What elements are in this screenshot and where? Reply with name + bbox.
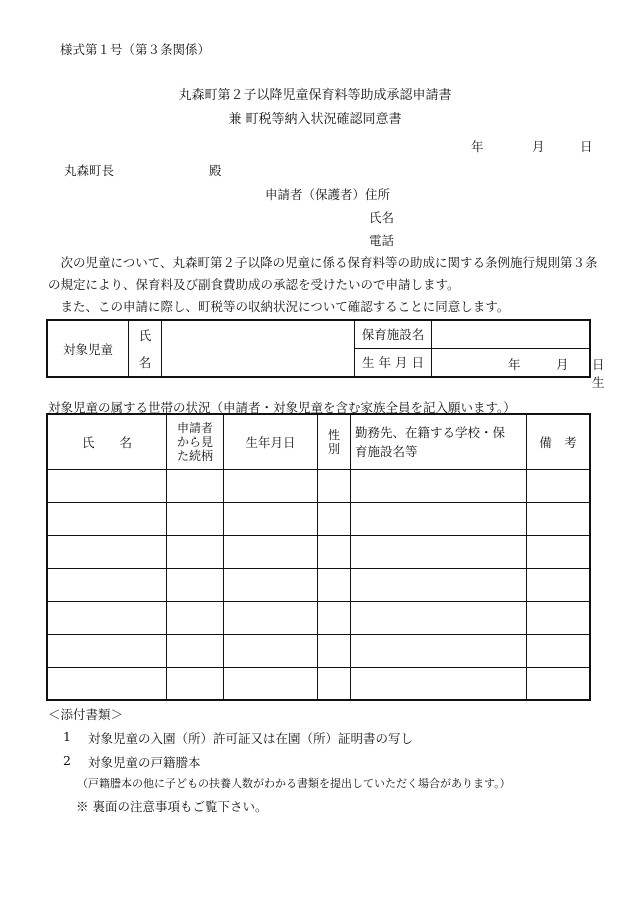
table-row: [47, 634, 590, 667]
cell-relation[interactable]: [167, 502, 224, 535]
table-row: [47, 535, 590, 568]
dob-year: 年: [508, 356, 521, 372]
consent-statement: また、この申請に際し、町税等の収納状況について確認することに同意します。: [60, 299, 510, 314]
col-note: 備 考: [527, 414, 591, 469]
cell-sex[interactable]: [318, 535, 351, 568]
table-row: [47, 502, 590, 535]
document-title: 丸森町第２子以降児童保育料等助成承認申請書: [178, 88, 452, 103]
cell-relation[interactable]: [167, 535, 224, 568]
cell-name[interactable]: [47, 568, 167, 601]
cell-note[interactable]: [527, 601, 591, 634]
cell-work[interactable]: [351, 634, 527, 667]
cell-dob[interactable]: [224, 502, 318, 535]
col-work: [351, 414, 527, 469]
child-name-char2: 名: [129, 348, 162, 377]
application-statement: 次の児童について、丸森町第２子以降の児童に係る保育料等の助成に関する条例施行規則第３条の規定により、保育料及び副食費助成の承認を受けたいので申請します。: [48, 255, 598, 292]
cell-sex[interactable]: [318, 667, 351, 700]
cell-relation[interactable]: [167, 601, 224, 634]
household-caption: 対象児童の属する世帯の状況（申請者・対象児童を含む家族全員を記入願います。）: [48, 400, 516, 415]
cell-relation[interactable]: [167, 568, 224, 601]
cell-name[interactable]: [47, 502, 167, 535]
cell-dob[interactable]: [224, 535, 318, 568]
cell-note[interactable]: [527, 568, 591, 601]
applicant-name-label: 氏名: [369, 210, 395, 225]
date-year-label: 年: [471, 139, 484, 154]
cell-relation[interactable]: [167, 469, 224, 502]
household-table: [46, 413, 591, 701]
col-name: 氏 名: [47, 414, 167, 469]
addressee-honorific: 殿: [209, 163, 222, 178]
attachment-2-number: 2: [63, 753, 71, 768]
cell-note[interactable]: [527, 634, 591, 667]
cell-dob[interactable]: [224, 634, 318, 667]
child-name-char1: 氏: [129, 320, 162, 348]
cell-dob[interactable]: [224, 601, 318, 634]
child-header: 対象児童: [47, 320, 129, 377]
facility-name-field[interactable]: [432, 320, 591, 348]
col-sex-text: 性別: [327, 427, 340, 456]
cell-name[interactable]: [47, 601, 167, 634]
cell-sex[interactable]: [318, 601, 351, 634]
cell-relation[interactable]: [167, 667, 224, 700]
dob-day: 日生: [592, 356, 605, 390]
col-relation-text: 申請者から見た続柄: [176, 420, 213, 463]
reminder-note: ※ 裏面の注意事項もご覧下さい。: [76, 799, 268, 814]
cell-work[interactable]: [351, 502, 527, 535]
table-row: [47, 667, 590, 700]
addressee-name: 丸森町長: [64, 163, 115, 178]
dob-month: 月: [556, 356, 569, 372]
cell-note[interactable]: [527, 535, 591, 568]
cell-sex[interactable]: [318, 502, 351, 535]
col-dob: 生年月日: [224, 414, 318, 469]
dob-label: 生 年 月 日: [355, 348, 432, 377]
col-sex: [318, 414, 351, 469]
cell-note[interactable]: [527, 667, 591, 700]
attachment-1-number: 1: [63, 729, 71, 744]
child-name-field[interactable]: [162, 320, 355, 377]
attachment-1-text: 対象児童の入園（所）許可証又は在園（所）証明書の写し: [88, 731, 414, 746]
cell-work[interactable]: [351, 469, 527, 502]
cell-work[interactable]: [351, 535, 527, 568]
cell-work[interactable]: [351, 667, 527, 700]
cell-name[interactable]: [47, 634, 167, 667]
facility-label: 保育施設名: [355, 320, 432, 348]
cell-sex[interactable]: [318, 568, 351, 601]
applicant-address-label: 申請者（保護者）住所: [265, 187, 391, 202]
attachment-sub-note: （戸籍謄本の他に子どもの扶養人数がわかる書類を提出していただく場合があります。）: [77, 777, 511, 790]
cell-work[interactable]: [351, 601, 527, 634]
cell-name[interactable]: [47, 667, 167, 700]
col-work-text: 勤務先、在籍する学校・保育施設名等: [355, 424, 506, 459]
cell-sex[interactable]: [318, 469, 351, 502]
cell-dob[interactable]: [224, 568, 318, 601]
cell-name[interactable]: [47, 535, 167, 568]
cell-sex[interactable]: [318, 634, 351, 667]
document-subtitle: 兼 町税等納入状況確認同意書: [228, 112, 402, 127]
col-relation: [167, 414, 224, 469]
cell-note[interactable]: [527, 469, 591, 502]
table-row: [47, 601, 590, 634]
table-row: [47, 469, 590, 502]
cell-name[interactable]: [47, 469, 167, 502]
cell-dob[interactable]: [224, 469, 318, 502]
attachment-2-text: 対象児童の戸籍謄本: [88, 755, 201, 770]
cell-work[interactable]: [351, 568, 527, 601]
table-row: [47, 568, 590, 601]
date-month-label: 月: [532, 139, 545, 154]
date-day-label: 日: [580, 139, 593, 154]
applicant-phone-label: 電話: [369, 233, 395, 248]
cell-dob[interactable]: [224, 667, 318, 700]
dob-field[interactable]: [432, 348, 605, 390]
cell-relation[interactable]: [167, 634, 224, 667]
cell-note[interactable]: [527, 502, 591, 535]
attachments-heading: ＜添付書類＞: [48, 707, 124, 722]
child-table: [46, 319, 605, 390]
form-number: 様式第１号（第３条関係）: [60, 42, 211, 57]
